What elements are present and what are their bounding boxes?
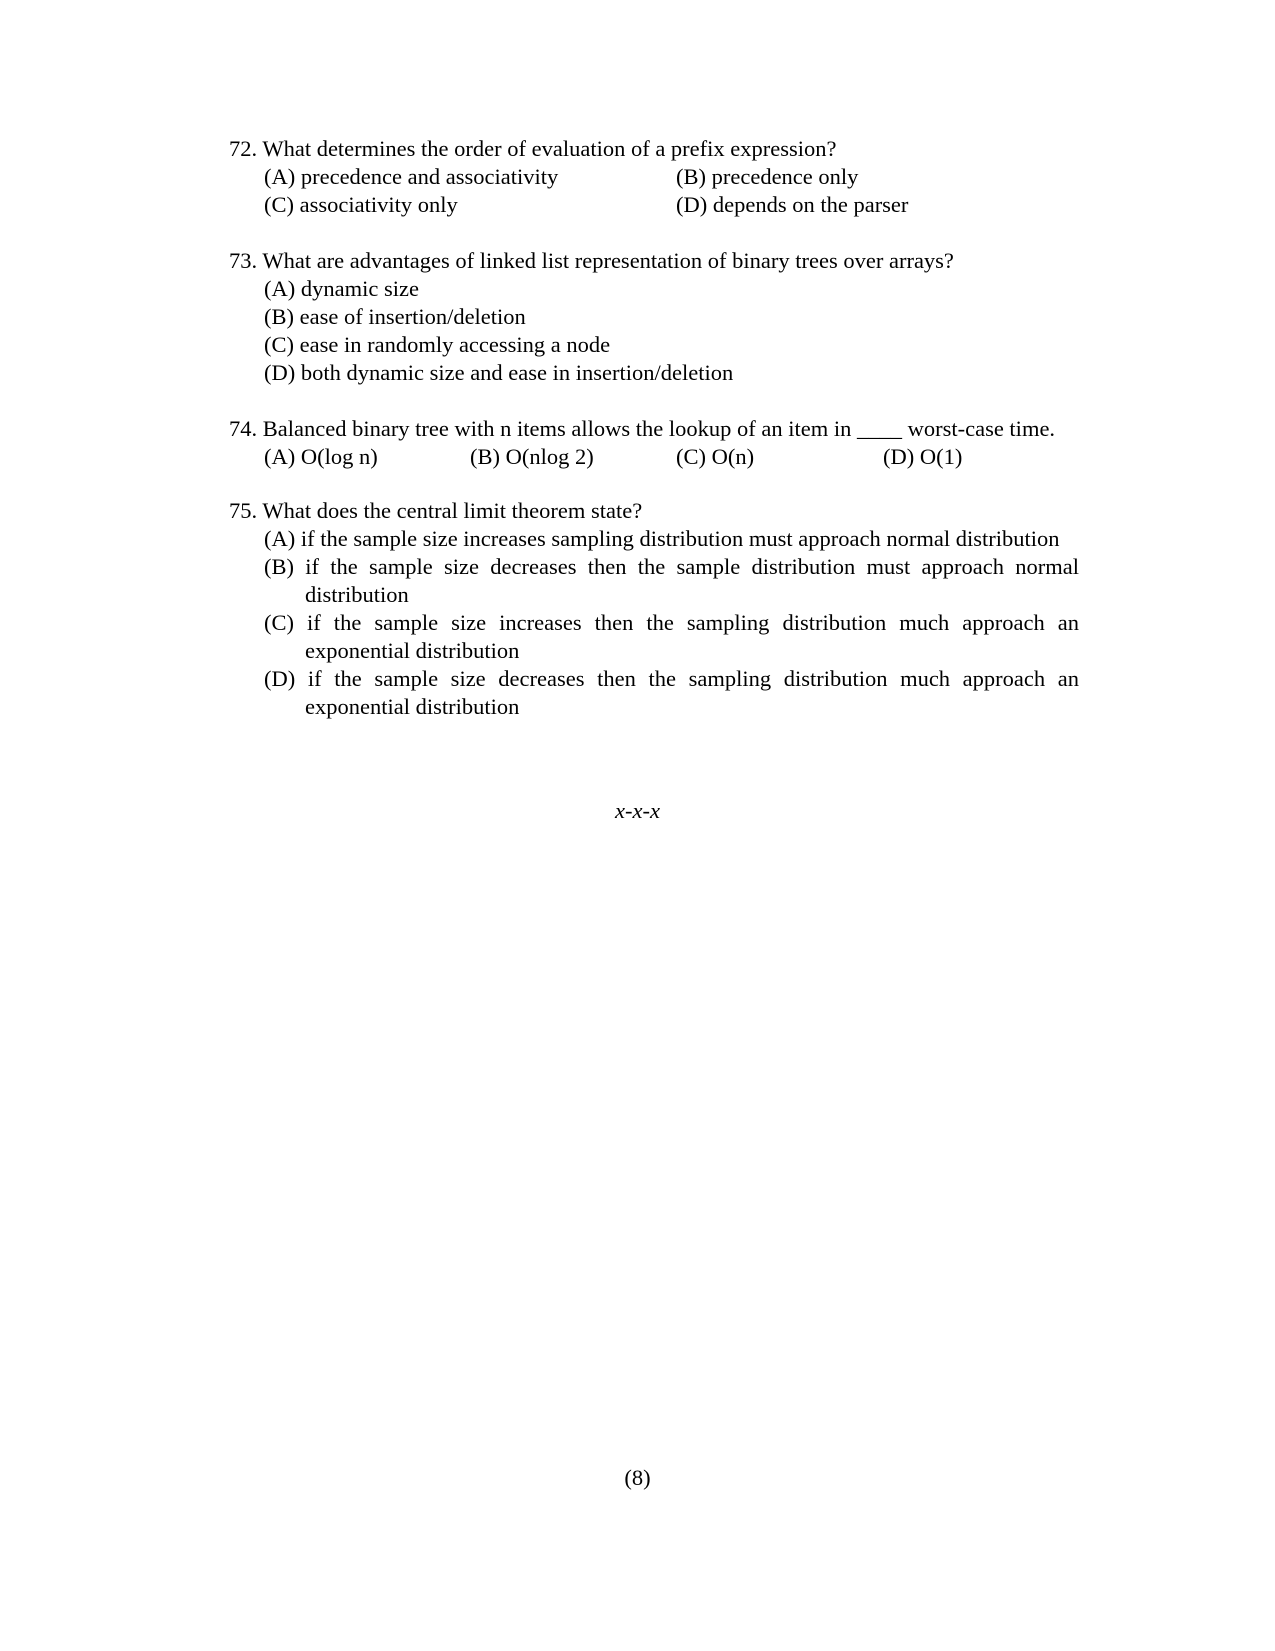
option-d: (D) depends on the parser <box>676 192 909 217</box>
option-a: (A) dynamic size <box>264 276 419 301</box>
question-74 <box>229 415 1079 471</box>
option-a: (A) O(log n) <box>264 444 378 469</box>
option-b: (B) O(nlog 2) <box>470 444 594 469</box>
option-d: (D) both dynamic size and ease in insertion/deletion <box>264 360 734 385</box>
option-c: (C) O(n) <box>676 444 755 469</box>
option-b: (B) if the sample size decreases then the sample distribution must approach normal distribution <box>264 554 1079 607</box>
question-stem: 72. What determines the order of evaluation of a prefix expression? <box>229 136 837 161</box>
option-a: (A) precedence and associativity <box>264 164 559 189</box>
option-a: (A) if the sample size increases sampling distribution must approach normal distribution <box>264 526 1060 551</box>
end-mark: x-x-x <box>615 798 660 823</box>
option-d: (D) if the sample size decreases then the sampling distribution much approach an exponential distribution <box>264 666 1079 719</box>
question-stem: 74. Balanced binary tree with n items allows the lookup of an item in ____ worst-case time. <box>229 416 1056 441</box>
question-stem: 75. What does the central limit theorem state? <box>229 498 643 523</box>
option-b: (B) precedence only <box>676 164 859 189</box>
option-c: (C) associativity only <box>264 192 458 217</box>
page-number: (8) <box>624 1465 651 1490</box>
option-b: (B) ease of insertion/deletion <box>264 304 526 329</box>
options <box>264 275 1079 387</box>
options <box>229 163 1079 219</box>
question-75 <box>229 497 1079 721</box>
question-73 <box>229 247 1079 387</box>
question-stem: 73. What are advantages of linked list representation of binary trees over arrays? <box>229 248 954 273</box>
option-c: (C) ease in randomly accessing a node <box>264 332 611 357</box>
question-72 <box>229 135 1079 219</box>
options <box>229 443 1079 471</box>
option-d: (D) O(1) <box>883 444 963 469</box>
option-c: (C) if the sample size increases then the sampling distribution much approach an exponential distribution <box>264 610 1079 663</box>
